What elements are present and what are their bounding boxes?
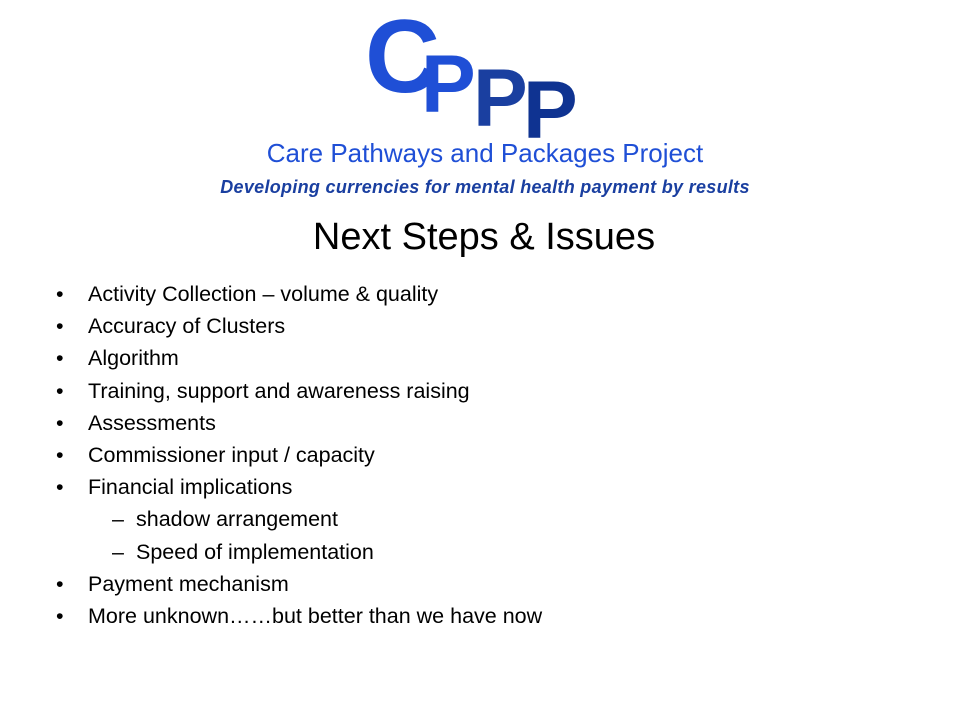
logo-letter-p3: P — [523, 65, 578, 140]
bullet-icon: • — [56, 571, 64, 596]
list-item-text: Activity Collection – volume & quality — [88, 282, 439, 306]
list-item-text: More unknown……but better than we have now — [88, 603, 543, 628]
list-item — [56, 375, 936, 407]
list-item-text: Accuracy of Clusters — [88, 314, 286, 339]
bullet-icon: • — [56, 603, 64, 628]
list-item — [56, 407, 936, 439]
bullet-icon: • — [56, 475, 64, 500]
list-item — [56, 471, 936, 503]
dash-icon: – — [112, 539, 124, 564]
list-item — [56, 342, 936, 374]
bullet-list — [56, 278, 936, 632]
logo-letter-p2: P — [473, 53, 528, 140]
slide-title: Next Steps & Issues — [312, 216, 656, 258]
sub-list-item — [56, 536, 936, 568]
bullet-icon: • — [56, 378, 64, 403]
list-item — [56, 568, 936, 600]
cppp-logo — [365, 8, 610, 140]
list-item-text: Commissioner input / capacity — [88, 442, 375, 467]
list-item — [56, 310, 936, 342]
logo-letter-c: C — [365, 8, 441, 115]
bullet-icon: • — [56, 282, 64, 306]
sub-list-item — [56, 503, 936, 535]
list-item-text: Algorithm — [88, 346, 179, 371]
project-tagline: Developing currencies for mental health payment by results — [220, 177, 750, 197]
list-item-text: Speed of implementation — [136, 539, 374, 564]
list-item-text: Assessments — [88, 410, 216, 435]
bullet-icon: • — [56, 442, 64, 467]
list-item-text: Training, support and awareness raising — [88, 378, 470, 403]
list-item — [56, 600, 936, 632]
list-item — [56, 439, 936, 471]
list-item-text: Payment mechanism — [88, 571, 289, 596]
project-name: Care Pathways and Packages Project — [266, 138, 704, 168]
bullet-icon: • — [56, 346, 64, 371]
list-item — [56, 278, 936, 310]
list-item-text: shadow arrangement — [136, 507, 338, 532]
bullet-icon: • — [56, 410, 64, 435]
bullet-icon: • — [56, 314, 64, 339]
logo-letter-p1: P — [421, 39, 476, 130]
dash-icon: – — [112, 507, 124, 532]
list-item-text: Financial implications — [88, 475, 293, 500]
